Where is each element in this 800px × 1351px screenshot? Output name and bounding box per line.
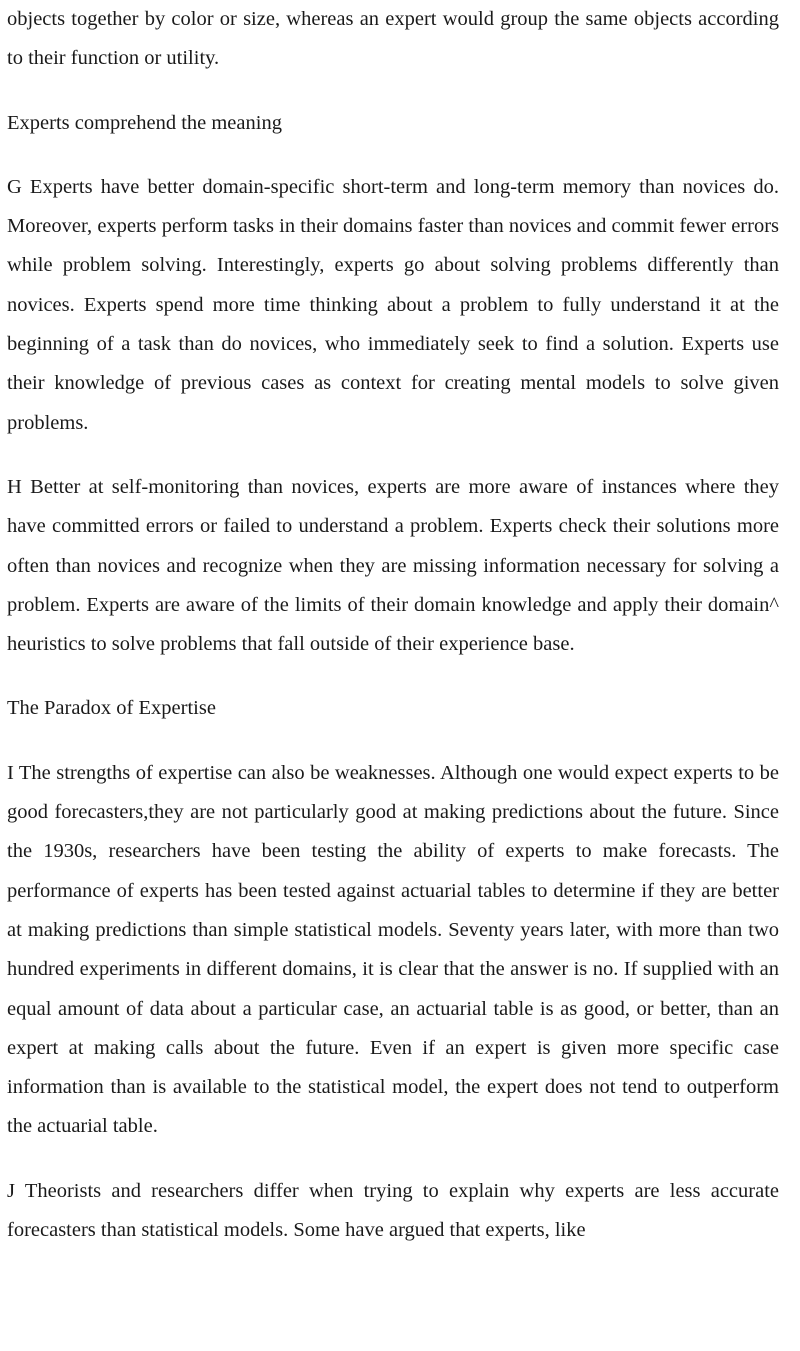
intro-fragment-paragraph: objects together by color or size, whereas an expert would group the same objects according to their function or utility. bbox=[7, 8, 779, 70]
paragraph-i: I The strengths of expertise can also be weaknesses. Although one would expect experts to be good forecasters,they are not particularly good at making predictions about the future. Since the 1930s, researchers have been testing the ability of experts to make forecasts. The performance of experts has been tested against actuarial tables to determine if they are better at making predictions than simple statistical models. Seventy years later, with more than two hundred experiments in different domains, it is clear that the answer is no. If supplied with an equal amount of data about a particular case, an actuarial table is as good, or better, than an expert at making calls about the future. Even if an expert is given more specific case information than is available to the statistical model, the expert does not tend to outperform the actuarial table. bbox=[7, 761, 779, 1138]
paragraph-gap bbox=[7, 143, 779, 168]
paragraph-g: G Experts have better domain-specific short-term and long-term memory than novices do. Moreover, experts perform tasks in their domains faster than novices and commit fewer errors while problem solving. Interestingly, experts go about solving problems differently than novices. Experts spend more time thinking about a problem to fully understand it at the beginning of a task than do novices, who immediately seek to find a solution. Experts use their knowledge of previous cases as context for creating mental models to solve given problems. bbox=[7, 175, 779, 434]
heading-experts-comprehend: Experts comprehend the meaning bbox=[7, 111, 282, 134]
paragraph-gap bbox=[7, 729, 779, 754]
paragraph-j: J Theorists and researchers differ when trying to explain why experts are less accurate forecasters than statistical models. Some have argued that experts, like bbox=[7, 1179, 779, 1242]
paragraph-gap bbox=[7, 1147, 779, 1172]
paragraph-gap bbox=[7, 443, 779, 468]
paragraph-gap bbox=[7, 79, 779, 104]
heading-paradox-of-expertise: The Paradox of Expertise bbox=[7, 697, 216, 720]
paragraph-h: H Better at self-monitoring than novices, experts are more aware of instances where they have committed errors or failed to understand a problem. Experts check their solutions more often than novices and recognize when they are missing information necessary for solving a problem. Experts are aware of the limits of their domain knowledge and apply their domain^ heuristics to solve problems that fall outside of their experience base. bbox=[7, 475, 779, 656]
paragraph-gap bbox=[7, 664, 779, 689]
document-page bbox=[7, 0, 779, 1250]
